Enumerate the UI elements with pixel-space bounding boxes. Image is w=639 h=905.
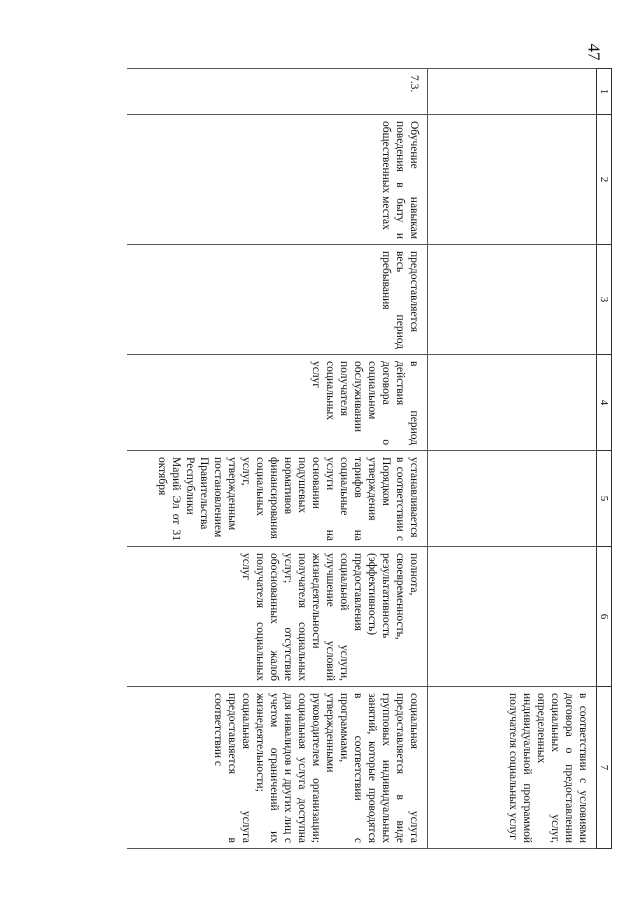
header-col-2: 2 xyxy=(597,115,612,245)
cell-period: предоставляется весь период пребывания xyxy=(127,245,428,355)
cell-quality: полнота, своевременность, результативность (эффективность) предоставления социальной услуги, улучшение условий жизнедеятельности получателя социальных услуг; отсутствие обоснованных жалоб получателя социальных услуг xyxy=(127,547,428,687)
header-col-7: 7 xyxy=(597,687,612,849)
header-col-6: 6 xyxy=(597,547,612,687)
cell-conditions-continued: в соответствии с условиями договора о предоставлении социальных услуг, определенных индивидуальной программой получателя социальных услуг xyxy=(428,687,597,849)
cell-price: устанавливается в соответствии с Порядком утверждения тарифов на социальные услуги на основании подушевых нормативов финансирования социальных услуг, утвержденным постановлением Правительства Республики Марий Эл от 31 октября xyxy=(127,451,428,547)
header-col-3: 3 xyxy=(597,245,612,355)
cell-empty xyxy=(428,115,597,245)
header-col-5: 5 xyxy=(597,451,612,547)
cell-empty xyxy=(428,245,597,355)
cell-conditions: социальная услуга предоставляется в виде групповых индивидуальных занятий, которые проводятся в соответствии с программами, утвержденными руководителем организации; социальная услуга доступна для инвалидов и других лиц с учетом ограничений их жизнедеятельности; социальная услуга предоставляется в соответствии с xyxy=(127,687,428,849)
cell-row-number: 7.3. xyxy=(127,69,428,115)
table-row-continued xyxy=(428,69,597,849)
rotated-table-container xyxy=(107,68,612,848)
cell-service-name: Обучение навыкам поведения в быту и общественных местах xyxy=(127,115,428,245)
table-row-7-3 xyxy=(127,69,428,849)
cell-empty xyxy=(428,69,597,115)
cell-term: в период действия договора о социальном обслуживании получателя социальных услуг xyxy=(127,355,428,451)
cell-empty xyxy=(428,547,597,687)
header-col-4: 4 xyxy=(597,355,612,451)
header-col-1: 1 xyxy=(597,69,612,115)
table-header-row xyxy=(597,69,612,849)
page-number: 47 xyxy=(584,43,604,61)
cell-empty xyxy=(428,451,597,547)
cell-empty xyxy=(428,355,597,451)
services-table xyxy=(127,68,612,849)
